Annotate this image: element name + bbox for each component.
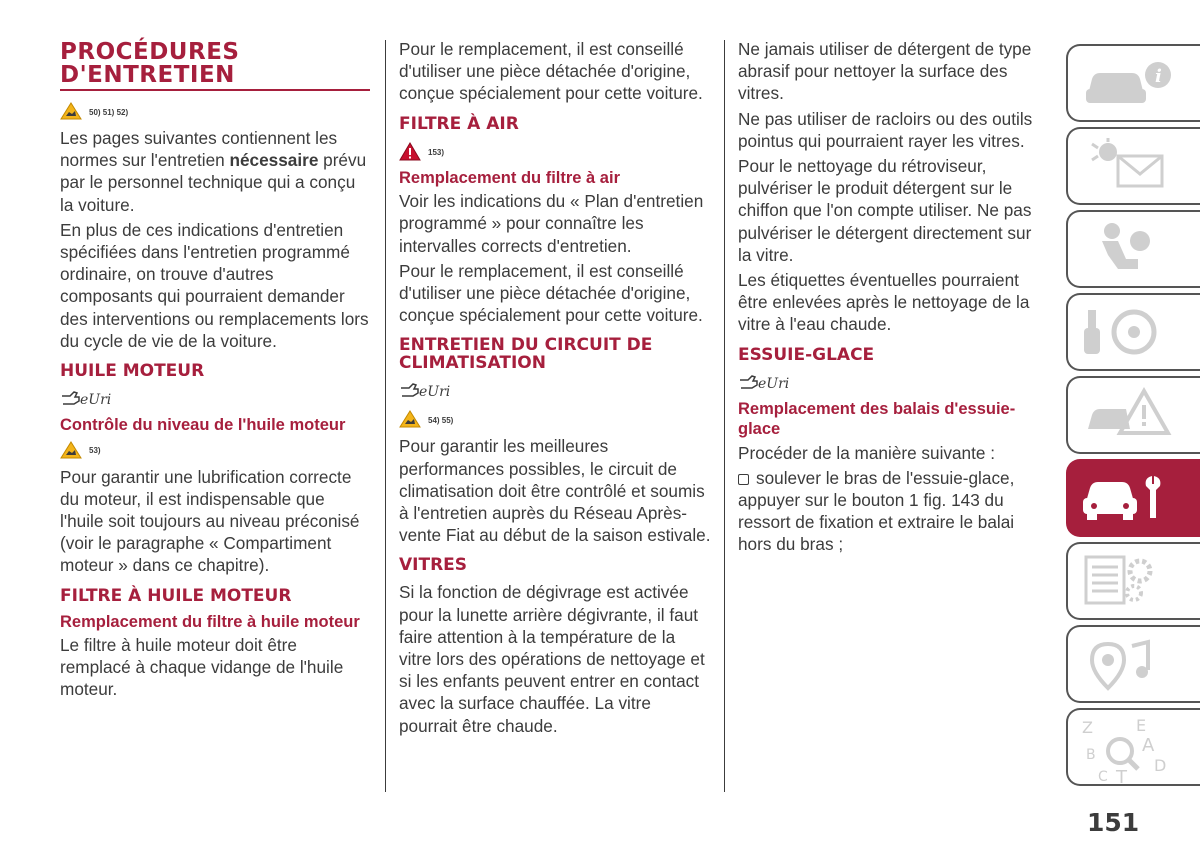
subsection-heading: Remplacement du filtre à air xyxy=(399,168,620,187)
column-divider-1 xyxy=(385,40,386,792)
section-heading: HUILE MOTEUR xyxy=(60,361,205,382)
warning-refs: 53) xyxy=(89,446,101,456)
warning-refs: 54) 55) xyxy=(428,415,454,425)
paragraph: Pour le nettoyage du rétroviseur, pulvériser le produit détergent sur le chiffon que l'on compte utiliser. Ne pas pulvériser le détergent directement sur la vitre. xyxy=(738,156,1032,265)
text: prévu par le personnel technique qui a conçu la voiture. xyxy=(60,150,367,215)
chapter-tabs xyxy=(1066,44,1200,791)
warning-reference xyxy=(60,438,370,462)
column-3 xyxy=(738,38,1043,559)
warning-triangle-car-icon xyxy=(1078,385,1178,445)
paragraph: Pour garantir une lubrification correcte du moteur, il est indispensable que l'huile soit toujours au niveau préconisé (voir le paragraphe « Compartiment moteur » dans ce chapitre). xyxy=(60,466,360,576)
warning-reference xyxy=(399,140,711,164)
section-heading: VITRES xyxy=(399,555,468,576)
index-letter: D xyxy=(1154,756,1167,775)
paragraph: Pour le remplacement, il est conseillé d'utiliser une pièce détachée d'origine, conçue spécialement pour cette voiture. xyxy=(399,260,703,326)
tab-index[interactable] xyxy=(1066,708,1200,786)
seat-airbag-icon xyxy=(1078,219,1178,279)
index-icon xyxy=(1078,716,1178,788)
key-steering-icon xyxy=(1078,302,1178,362)
svg-text:eUri: eUri xyxy=(419,384,451,401)
paragraph: Si la fonction de dégivrage est activée pour la lunette arrière dégivrante, il faut faire attention à la température de la vitre lors des opérations de nettoyage et si les enfants peuvent entrer en contact avec la surface chauffée. La vitre pourrait être chaude. xyxy=(399,582,705,736)
paragraph: Procéder de la manière suivante : xyxy=(738,442,995,463)
tab-warning-car[interactable] xyxy=(1066,376,1200,454)
settings-list-icon xyxy=(1078,551,1178,611)
index-letter: E xyxy=(1136,716,1147,735)
section-heading: FILTRE À HUILE MOTEUR xyxy=(60,585,292,606)
svg-text:eUri: eUri xyxy=(758,375,790,392)
section-heading: ENTRETIEN DU CIRCUIT DE CLIMATISATION xyxy=(399,335,653,374)
warning-reference xyxy=(399,407,711,431)
index-letter: A xyxy=(1142,735,1155,756)
checkbox-bullet-icon xyxy=(738,474,749,485)
tab-car-maintenance[interactable] xyxy=(1066,459,1200,537)
tab-key-steering[interactable] xyxy=(1066,293,1200,371)
paragraph: Le filtre à huile moteur doit être remplacé à chaque vidange de l'huile moteur. xyxy=(60,635,344,700)
index-letter: T xyxy=(1116,767,1127,788)
subsection-heading: Remplacement du filtre à huile moteur xyxy=(60,612,360,631)
warning-refs: 50) 51) 52) xyxy=(89,107,129,117)
page-title: PROCÉDURES D'ENTRETIEN xyxy=(60,38,370,91)
subsection-heading: Contrôle du niveau de l'huile moteur xyxy=(60,416,346,435)
warning-reference xyxy=(60,99,370,123)
bold-text: nécessaire xyxy=(229,150,319,171)
tab-lights-message[interactable] xyxy=(1066,127,1200,205)
paragraph xyxy=(60,127,370,216)
svg-text:eUri: eUri xyxy=(80,392,112,409)
paragraph: Les étiquettes éventuelles pourraient être enlevées après le nettoyage de la vitre à l'eau chaude. xyxy=(738,270,1030,335)
section-heading: FILTRE À AIR xyxy=(399,113,519,134)
car-wrench-icon xyxy=(1078,468,1178,528)
car-info-icon xyxy=(1078,53,1178,113)
page-number: 151 xyxy=(1087,808,1140,837)
tab-multimedia[interactable] xyxy=(1066,625,1200,703)
index-letter: B xyxy=(1086,747,1096,763)
eco-hand-icon xyxy=(399,379,711,403)
column-2 xyxy=(399,38,711,740)
warning-yellow-icon xyxy=(399,410,421,428)
column-divider-2 xyxy=(724,40,725,792)
bullet-item xyxy=(738,467,1043,556)
paragraph: Pour le remplacement, il est conseillé d'utiliser une pièce détachée d'origine, conçue spécialement pour cette voiture. xyxy=(399,39,703,104)
tab-seat-airbag[interactable] xyxy=(1066,210,1200,288)
paragraph: En plus de ces indications d'entretien spécifiées dans l'entretien programmé ordinaire, on trouve d'autres composants qui pourraient demander des interventions ou remplacements lors du cycle de vie de la voiture. xyxy=(60,219,369,351)
text: soulever le bras de l'essuie-glace, appuyer sur le bouton 1 fig. 143 du ressort de fixation et extraire le balai hors du bras ; xyxy=(738,467,1015,555)
tab-settings-list[interactable] xyxy=(1066,542,1200,620)
eco-hand-icon xyxy=(60,387,370,411)
eco-hand-icon xyxy=(738,371,1043,395)
index-letter: Z xyxy=(1082,718,1093,737)
warning-yellow-icon xyxy=(60,102,82,120)
index-letter: C xyxy=(1098,769,1108,785)
paragraph: Voir les indications du « Plan d'entretien programmé » pour connaître les intervalles corrects d'entretien. xyxy=(399,191,704,256)
warning-refs: 153) xyxy=(428,148,445,158)
multimedia-icon xyxy=(1078,634,1178,694)
paragraph: Pour garantir les meilleures performances possibles, le circuit de climatisation doit être contrôlé et soumis à l'entretien auprès du Réseau Après-vente Fiat au début de la saison estivale. xyxy=(399,436,711,546)
column-1 xyxy=(60,38,370,704)
tab-car-info[interactable] xyxy=(1066,44,1200,122)
text: Les pages suivantes contiennent les normes sur l'entretien xyxy=(60,128,338,171)
lights-message-icon xyxy=(1078,136,1178,196)
warning-yellow-icon xyxy=(60,441,82,459)
subsection-heading: Remplacement des balais d'essuie-glace xyxy=(738,399,1016,439)
danger-red-icon xyxy=(399,142,421,161)
paragraph: Ne jamais utiliser de détergent de type abrasif pour nettoyer la surface des vitres. xyxy=(738,39,1032,104)
paragraph: Ne pas utiliser de racloirs ou des outils pointus qui pourraient rayer les vitres. xyxy=(738,108,1033,151)
section-heading: ESSUIE-GLACE xyxy=(738,344,875,365)
svg-text:i: i xyxy=(1155,66,1162,87)
